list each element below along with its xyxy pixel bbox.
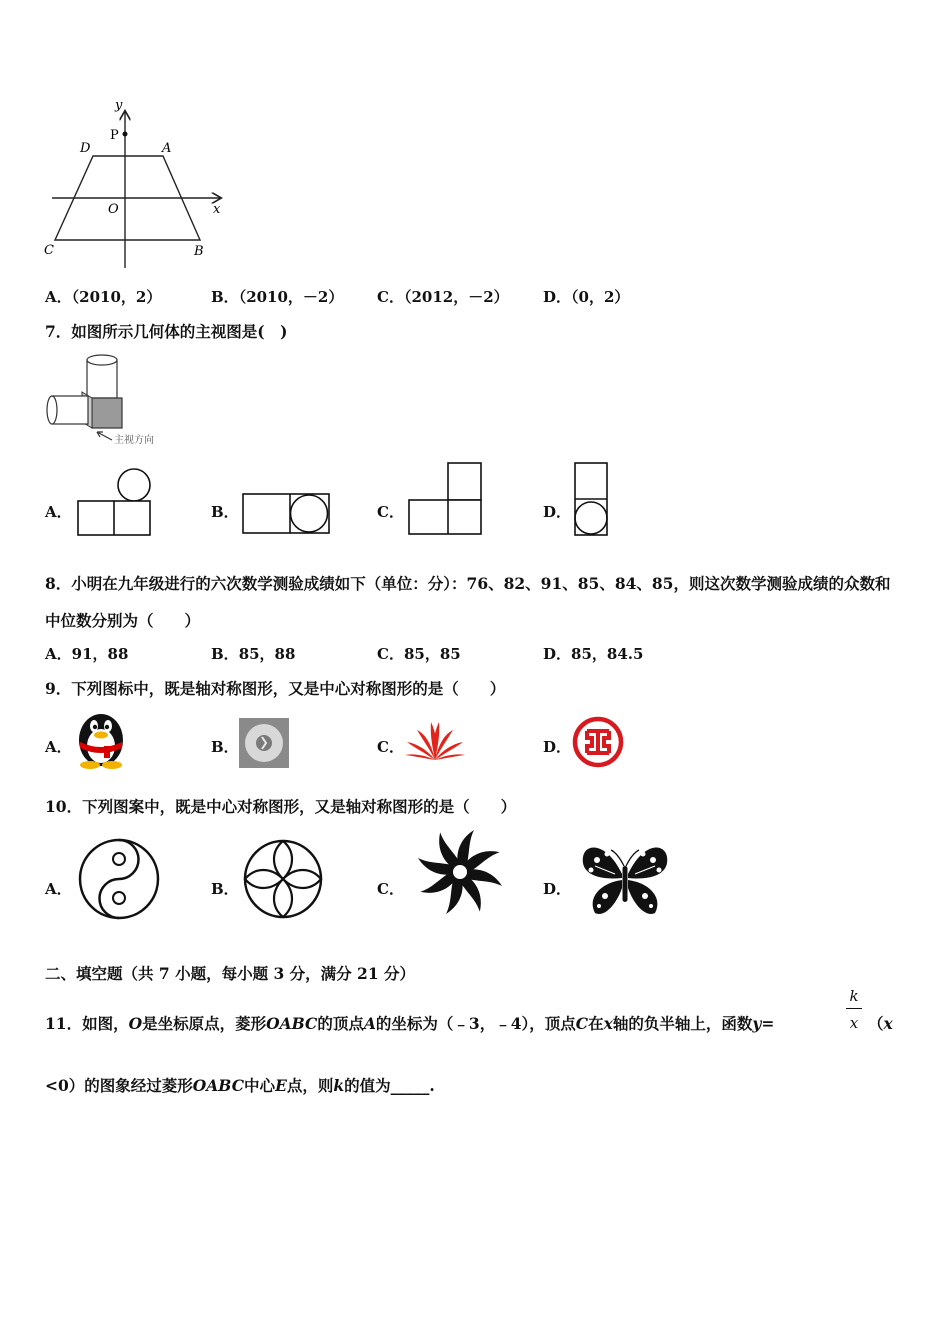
q9-question: 9．下列图标中，既是轴对称图形，又是中心对称图形的是（ ） [45,679,506,698]
q9-option-c[interactable]: C． [377,738,404,756]
q10-option-c[interactable]: C． [377,880,404,898]
q11-fraction-bar [846,1008,862,1009]
q7-option-d[interactable]: D． [543,503,572,521]
q7-option-b[interactable]: B． [211,503,239,521]
q10-option-b[interactable]: B． [211,880,239,898]
label-d: D [80,141,91,156]
q7-option-a[interactable]: A． [45,503,72,521]
q11-line1-tail: （x [868,1014,893,1033]
q10-option-a[interactable]: A． [45,880,72,898]
label-y: y [115,98,123,113]
label-c: C [44,243,54,258]
label-x: x [213,202,221,217]
q6-option-b[interactable]: B．（2010，－2） [211,288,344,306]
section2-heading: 二、填空题（共 7 小题，每小题 3 分，满分 21 分） [45,964,416,983]
q8-option-d[interactable]: D．85，84.5 [543,645,644,663]
q11-answer-blank[interactable]: _____ [390,1076,430,1095]
label-b: B [194,244,204,259]
view-direction-caption: 主视方向 [114,435,154,446]
q11-line1: 11．如图，O是坐标原点，菱形OABC的顶点A的坐标为（﹣3，﹣4），顶点C在x轴的负半轴上，函数y= [45,1014,775,1033]
label-a: A [162,141,172,156]
q10-option-d[interactable]: D． [543,880,572,898]
q8-question-line2: 中位数分别为（ ） [45,611,201,630]
q8-option-b[interactable]: B．85，88 [211,645,296,663]
q11-fraction-numerator: k [849,987,859,1005]
q10-question: 10．下列图案中，既是中心对称图形，又是轴对称图形的是（ ） [45,797,517,816]
label-p: P [110,128,119,143]
q6-option-a[interactable]: A．（2010，2） [45,288,162,306]
q6-option-c[interactable]: C．（2012，－2） [377,288,509,306]
label-o: O [108,202,119,217]
q9-option-d[interactable]: D． [543,738,572,756]
q8-option-a[interactable]: A．91，88 [45,645,129,663]
q9-option-a[interactable]: A． [45,738,72,756]
q9-option-b[interactable]: B． [211,738,239,756]
q7-question: 7．如图所示几何体的主视图是( ) [45,322,288,341]
q8-option-c[interactable]: C．85，85 [377,645,461,663]
q11-fraction-denominator: x [849,1014,859,1032]
q11-line2: <0）的图象经过菱形OABC中心E点，则k的值为_____. [45,1076,435,1095]
q8-question-line1: 8．小明在九年级进行的六次数学测验成绩如下（单位：分）：76、82、91、85、84、85，则这次数学测验成绩的众数和 [45,574,891,593]
q7-option-c[interactable]: C． [377,503,404,521]
q6-option-d[interactable]: D．（0，2） [543,288,630,306]
